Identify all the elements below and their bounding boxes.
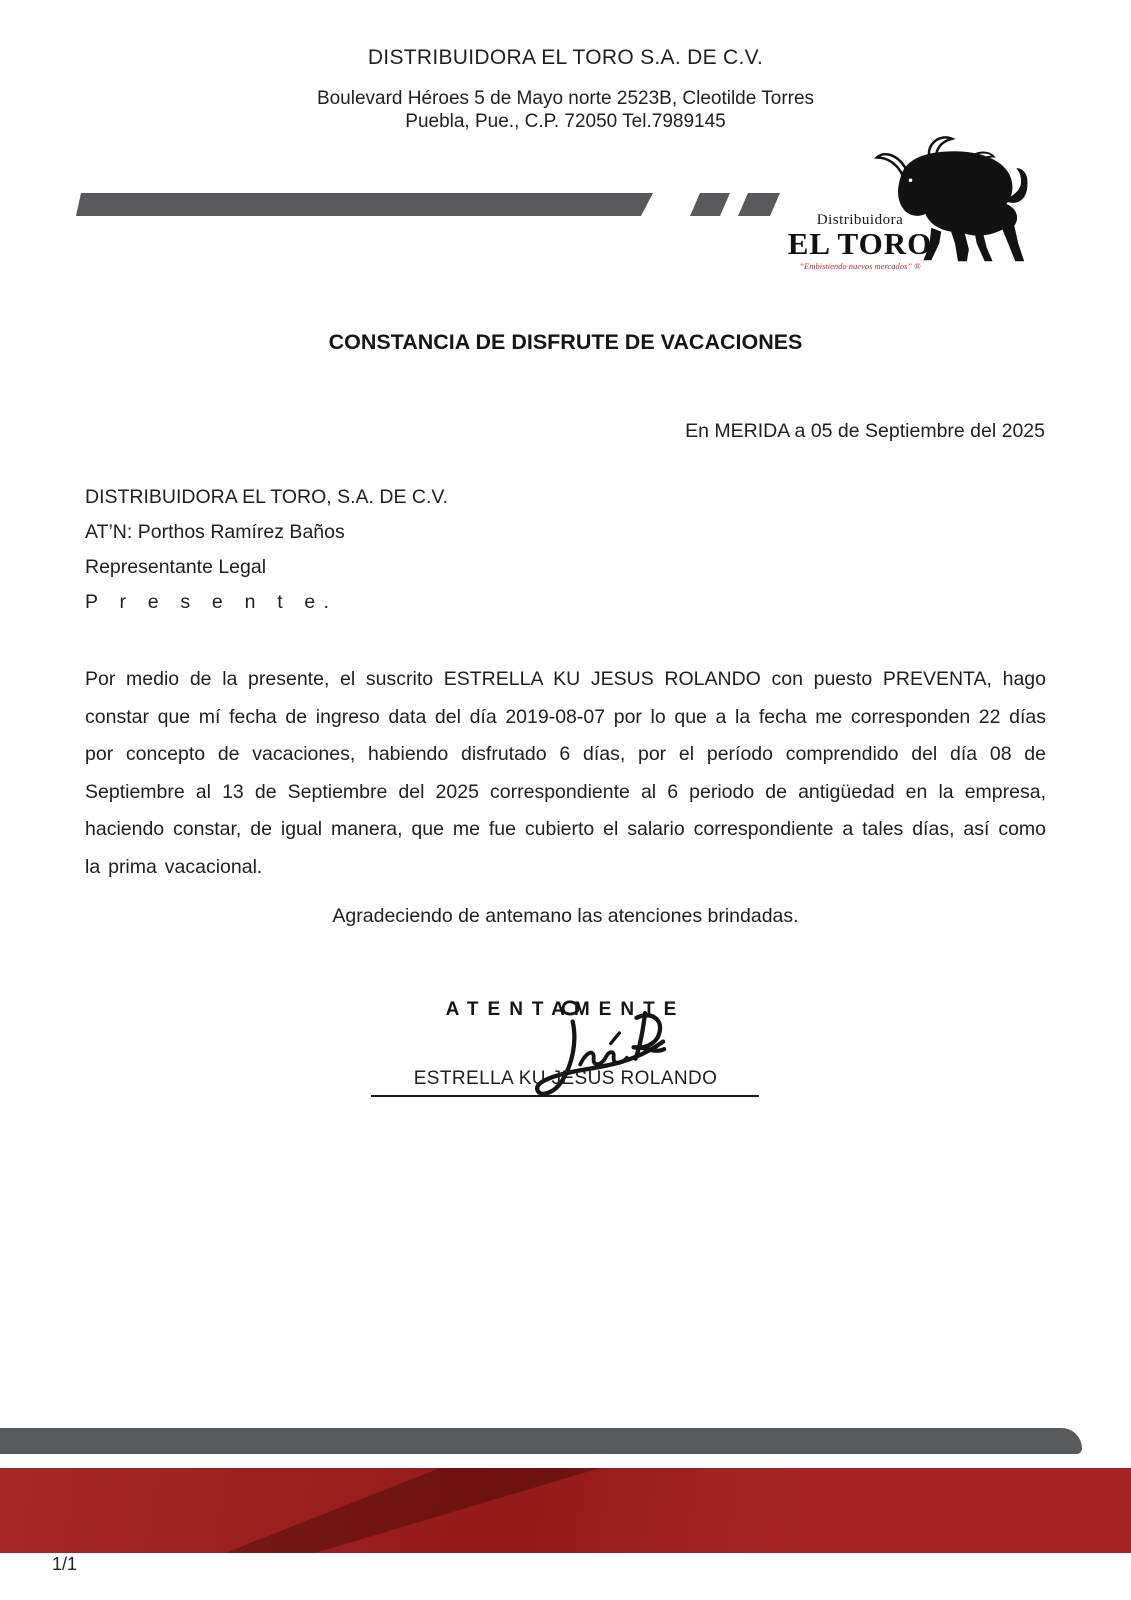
company-logo — [780, 128, 1040, 280]
thanks-line: Agradeciendo de antemano las atenciones brindadas. — [332, 905, 799, 927]
signatory-name: ESTRELLA KU JESUS ROLANDO — [413, 1068, 718, 1089]
signature-line — [371, 1095, 759, 1097]
header-company-name: DISTRIBUIDORA EL TORO S.A. DE C.V. — [367, 46, 764, 69]
page-number: 1/1 — [52, 1554, 78, 1574]
logo-tagline: “Embistiendo nuevos mercados” ® — [799, 261, 921, 271]
body-paragraph: Por medio de la presente, el suscrito ESTRELLA KU JESUS ROLANDO con puesto PREVENTA, hago constar que mí fecha de ingreso data del día 2019-08-07 por lo que a la fecha me corresponden 22 días por concepto de vacaciones, habiendo disfrutado 6 días, por el período comprendido del día 08 de Septiembre al 13 de Septiembre del 2025 correspondiente al 6 periodo de antigüedad en la empresa, haciendo constar, de igual manera, que me fue cubierto el salario correspondiente a tales días, así como la prima vacacional. — [85, 668, 1046, 878]
recipient-salutation: P r e s e n t e. — [85, 591, 338, 613]
recipient-role: Representante Legal — [85, 556, 267, 578]
footer-red-band — [0, 1468, 1131, 1553]
footer-red-sheen — [0, 1468, 1131, 1553]
logo-text-block — [780, 212, 940, 271]
closing-atentamente: ATENTAMENTE — [445, 999, 686, 1020]
header-stripe-main — [76, 193, 653, 216]
dateline: En MERIDA a 05 de Septiembre del 2025 — [685, 420, 1045, 442]
logo-distribuidora-label: Distribuidora — [816, 212, 904, 228]
recipient-company: DISTRIBUIDORA EL TORO, S.A. DE C.V. — [85, 486, 449, 508]
header-address-line2: Puebla, Pue., C.P. 72050 Tel.7989145 — [405, 111, 726, 132]
recipient-attention: AT’N: Porthos Ramírez Baños — [85, 521, 345, 543]
logo-eltoro-label: EL TORO — [787, 226, 933, 261]
footer-gray-band — [0, 1428, 1082, 1454]
header-address-line1: Boulevard Héroes 5 de Mayo norte 2523B, Cleotilde Torres — [316, 88, 815, 109]
document-title: CONSTANCIA DE DISFRUTE DE VACACIONES — [328, 330, 803, 354]
header-stripe-segment-2 — [738, 193, 780, 216]
recipient-block — [85, 480, 785, 620]
header-stripe-segment-1 — [690, 193, 730, 216]
